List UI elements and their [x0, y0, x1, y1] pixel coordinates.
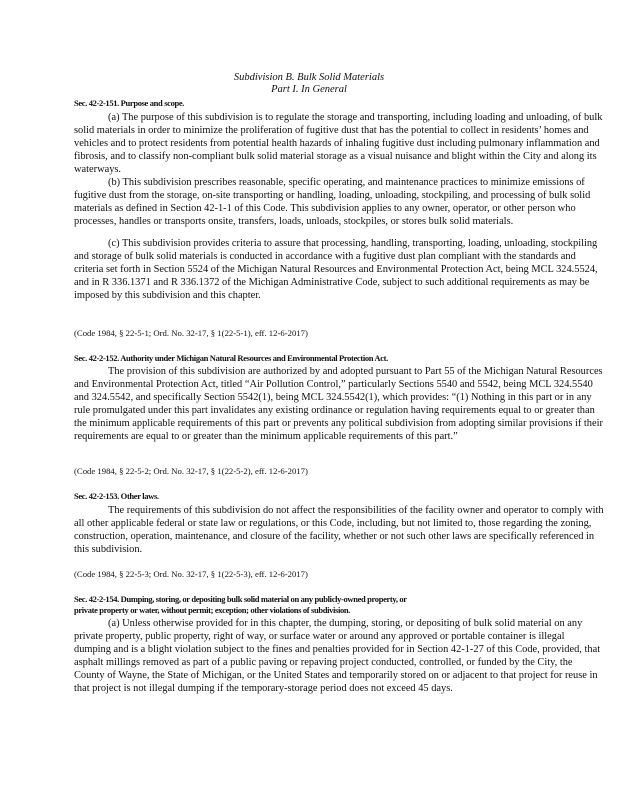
section-152-history: (Code 1984, § 22-5-2; Ord. No. 32-17, § 1(22-5-2), eff. 12-6-2017) [74, 466, 308, 476]
section-title-151: Sec. 42-2-151. Purpose and scope. [74, 98, 185, 108]
section-title-154-line2: private property or water, without permit; exception; other violations of subdivision. [74, 605, 351, 615]
subdivision-heading: Subdivision B. Bulk Solid Materials [233, 72, 385, 83]
section-151-paragraph-c: (c) This subdivision provides criteria to assure that processing, handling, transporting, loading, unloading, stockpiling and storage of bulk solid materials is conducted in accordance with a fugitive dust plan compliant with the standards and criteria set forth in Section 5524 of the Michigan Natural Resources and Environmental Protection Act, being MCL 324.5524, and in R 336.1371 and R 336.1372 of the Michigan Administrative Code, subject to such additional requirements as may be imposed by this subdivision and this chapter. [74, 238, 598, 301]
section-151-paragraph-b: (b) This subdivision prescribes reasonable, specific operating, and maintenance practices to minimize emissions of fugitive dust from the storage, on-site transporting or handling, loading, unloading, stockpiling, and processing of bulk solid materials as defined in Section 42-1-1 of this Code. This subdivision applies to any owner, operator, or other person who processes, handles or transports onsite, transfers, loads, unloads, stockpiles, or stores bulk solid materials. [74, 177, 591, 227]
section-154-paragraph-a: (a) Unless otherwise provided for in this chapter, the dumping, storing, or depositing of bulk solid material on any private property, public property, right of way, or surface water or around any approved or portable container is illegal dumping and is a blight violation subject to the fines and penalties provided for in Section 42-1-27 of this Code, provided, that asphalt millings removed as part of a public paving or repaving project conducted, controlled, or funded by the City, the County of Wayne, the State of Michigan, or the United States and temporarily stored on or adjacent to that project for reuse in that project is not illegal dumping if the temporary-storage period does not exceed 45 days. [74, 618, 601, 694]
section-152-paragraph: The provision of this subdivision are authorized by and adopted pursuant to Part 55 of the Michigan Natural Resources and Environmental Protection Act, titled “Air Pollution Control,” particularly Sections 5540 and 5542, being MCL 324.5540 and 324.5542, and specifically Section 5542(1), being MCL 324.5542(1), which provides: “(1) Nothing in this part or in any rule promulgated under this part invalidates any existing ordinance or regulation having requirements equal to or greater than the minimum applicable requirements of this part or prevents any political subdivision from adopting similar provisions if their requirements are equal to or greater than the minimum applicable requirements of this part.” [74, 366, 603, 442]
section-153-paragraph: The requirements of this subdivision do not affect the responsibilities of the facility owner and operator to comply with all other applicable federal or state law or regulations, or this Code, including, but not limited to, those regarding the zoning, construction, operation, maintenance, and closure of the facility, whether or not such other laws are specifically referenced in this subdivision. [74, 505, 604, 555]
part-heading: Part I. In General [271, 84, 347, 95]
section-title-154-line1: Sec. 42-2-154. Dumping, storing, or depositing bulk solid material on any publicly-owned property, or [74, 594, 407, 604]
section-151-history: (Code 1984, § 22-5-1; Ord. No. 32-17, § 1(22-5-1), eff. 12-6-2017) [74, 328, 308, 338]
section-title-153: Sec. 42-2-153. Other laws. [74, 491, 159, 501]
section-153-history: (Code 1984, § 22-5-3; Ord. No. 32-17, § 1(22-5-3), eff. 12-6-2017) [74, 569, 308, 579]
section-title-152: Sec. 42-2-152. Authority under Michigan Natural Resources and Environmental Protection Act. [74, 353, 388, 363]
section-151-paragraph-a: (a) The purpose of this subdivision is to regulate the storage and transporting, including loading and unloading, of bulk solid materials in order to minimize the proliferation of fugitive dust that has the potential to collect in residents’ homes and vehicles and to protect residents from potential health hazards of inhaling fugitive dust including pulmonary inflammation and fibrosis, and to classify non-compliant bulk solid material storage as a visual nuisance and blight within the City and along its waterways. [74, 112, 603, 175]
